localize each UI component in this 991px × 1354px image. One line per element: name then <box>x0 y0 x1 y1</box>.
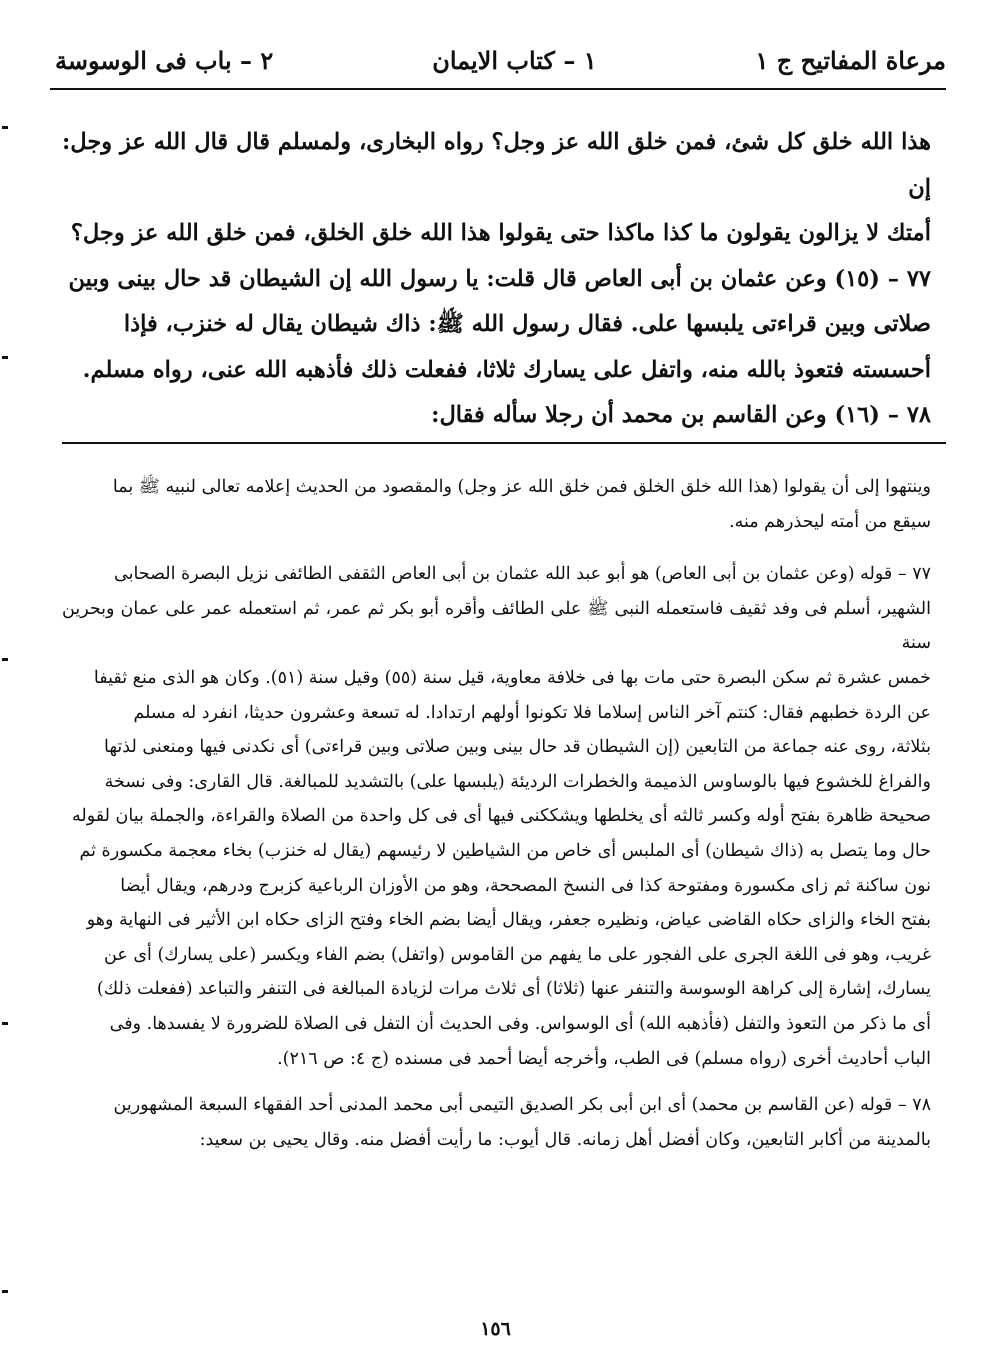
hadith-line: ٧٨ – (١٦) وعن القاسم بن محمد أن رجلا سأله فقال: <box>431 402 931 428</box>
hadith-line: صلاتى وبين قراءتى يلبسها على. فقال رسول الله ﷺ: ذاك شيطان يقال له خنزب، فإذا <box>123 311 931 337</box>
header-divider <box>50 88 946 90</box>
header-chapter-title: ١ – كتاب الايمان <box>432 45 597 75</box>
margin-mark <box>2 126 8 129</box>
commentary-line: بفتح الخاء والزاى حكاه القاضى عياض، ونظيره جعفر، ويقال أيضا بضم الخاء وفتح الزاى حكاه ابن الأثير فى النهاية وهو <box>86 910 931 931</box>
header-book-title: مرعاة المفاتيح ج ١ <box>755 45 946 75</box>
commentary-line: بثلاثة، روى عنه جماعة من التابعين (إن الشيطان قد حال بينى وبين صلاتى وبين قراءتى) أى نكدنى فيها ومنعنى لذتها <box>104 737 931 758</box>
footnote-divider <box>62 442 946 444</box>
hadith-line: هذا الله خلق كل شئ، فمن خلق الله عز وجل؟ رواه البخارى، ولمسلم قال قال الله عز وجل: إن <box>62 129 931 201</box>
commentary-line: حال وما يتصل به (ذاك شيطان) أى الملبس أى خاص من الشياطين لا رئيسهم (يقال له خنزب) بخاء معجمة مكسورة ثم <box>79 840 931 861</box>
page-number: ١٥٦ <box>480 1318 511 1340</box>
commentary-line: والفراغ للخشوع فيها بالوساوس الذميمة والخطرات الرديئة (يلبسها على) بالتشديد للمبالغة. قال القارى: وفى نسخة <box>104 771 931 792</box>
commentary-line: يسارك، إشارة إلى كراهة الوسوسة والتنفر عنها (ثلاثا) أى ثلاث مرات لزيادة المبالغة فى التنفر والتباعد (ففعلت ذلك) <box>96 979 931 1000</box>
hadith-line: ٧٧ – (١٥) وعن عثمان بن أبى العاص قال قلت: يا رسول الله إن الشيطان قد حال بينى وبين <box>68 265 931 292</box>
running-header <box>55 40 946 80</box>
commentary-line: الباب أحاديث أخرى (رواه مسلم) فى الطب، وأخرجه أيضا أحمد فى مسنده (ج ٤: ص ٢١٦). <box>277 1048 931 1069</box>
margin-mark <box>2 1290 8 1293</box>
margin-mark <box>2 1022 8 1025</box>
commentary-line: أى ما ذكر من التعوذ والتفل (فأذهبه الله) أى الوسواس. وفى الحديث أن التفل فى الصلاة للضرورة لا يفسدها. وفى <box>109 1013 931 1034</box>
commentary-line: عن الردة خطبهم فقال: كنتم آخر الناس إسلاما فلا تكونوا أولهم ارتدادا. له تسعة وعشرون حديثا، انفرد له مسلم <box>133 702 931 723</box>
commentary-line: نون ساكنة ثم زاى مكسورة ومفتوحة كذا فى النسخ المصححة، وهو من الأوزان الرباعية كزبرج ودرهم، ويقال أيضا <box>120 875 931 896</box>
header-section-title: ٢ – باب فى الوسوسة <box>55 45 274 75</box>
commentary-line: بالمدينة من أكابر التابعين، وكان أفضل أهل زمانه. قال أيوب: ما رأيت أفضل منه. وقال يحيى بن سعيد: <box>199 1129 931 1150</box>
margin-mark <box>2 356 8 359</box>
commentary-line: ٧٧ – قوله (وعن عثمان بن أبى العاص) هو أبو عبد الله عثمان بن أبى العاص الثقفى الطائفى نزيل البصرة الصحابى <box>114 564 931 585</box>
commentary-line: خمس عشرة ثم سكن البصرة حتى مات بها فى خلافة معاوية، قيل سنة (٥٥) وقيل سنة (٥١). وكان هو الذى منع ثقيفا <box>93 667 931 688</box>
margin-mark <box>2 658 8 661</box>
hadith-text <box>62 120 931 439</box>
commentary-line: وينتهوا إلى أن يقولوا (هذا الله خلق الخلق فمن خلق الله عز وجل) والمقصود من الحديث إعلامه تعالى لنبيه ﷺ بما <box>112 477 931 497</box>
hadith-line: أحسسته فتعوذ بالله منه، واتفل على يسارك ثلاثا، ففعلت ذلك فأذهبه الله عنى، رواه مسلم. <box>82 356 931 383</box>
commentary-line: غريب، وهو فى اللغة الجرى على الفجور على ما يفهم من القاموس (واتفل) بضم الفاء ويكسر (على يسارك) أى عن <box>104 944 931 965</box>
commentary-line: سيقع من أمته ليحذرهم منه. <box>729 511 931 532</box>
commentary-line: ٧٨ – قوله (عن القاسم بن محمد) أى ابن أبى بكر الصديق التيمى أبى محمد المدنى أحد الفقهاء السبعة المشهورين <box>113 1095 931 1116</box>
hadith-line: أمتك لا يزالون يقولون ما كذا ماكذا حتى يقولوا هذا الله خلق الخلق، فمن خلق الله عز وجل؟ <box>70 220 931 246</box>
commentary <box>62 470 931 1157</box>
commentary-line: الشهير، أسلم فى وفد ثقيف فاستعمله النبى ﷺ على الطائف وأقره أبو بكر ثم عمر، ثم استعمله عمر على عمان وبحرين سنة <box>62 598 931 654</box>
commentary-line: صحيحة ظاهرة بفتح أوله وكسر ثالثه أى يخلطها ويشككنى فيها أى فى كل واحدة من الصلاة والقراءة، والجملة بيان لقوله <box>72 806 931 827</box>
